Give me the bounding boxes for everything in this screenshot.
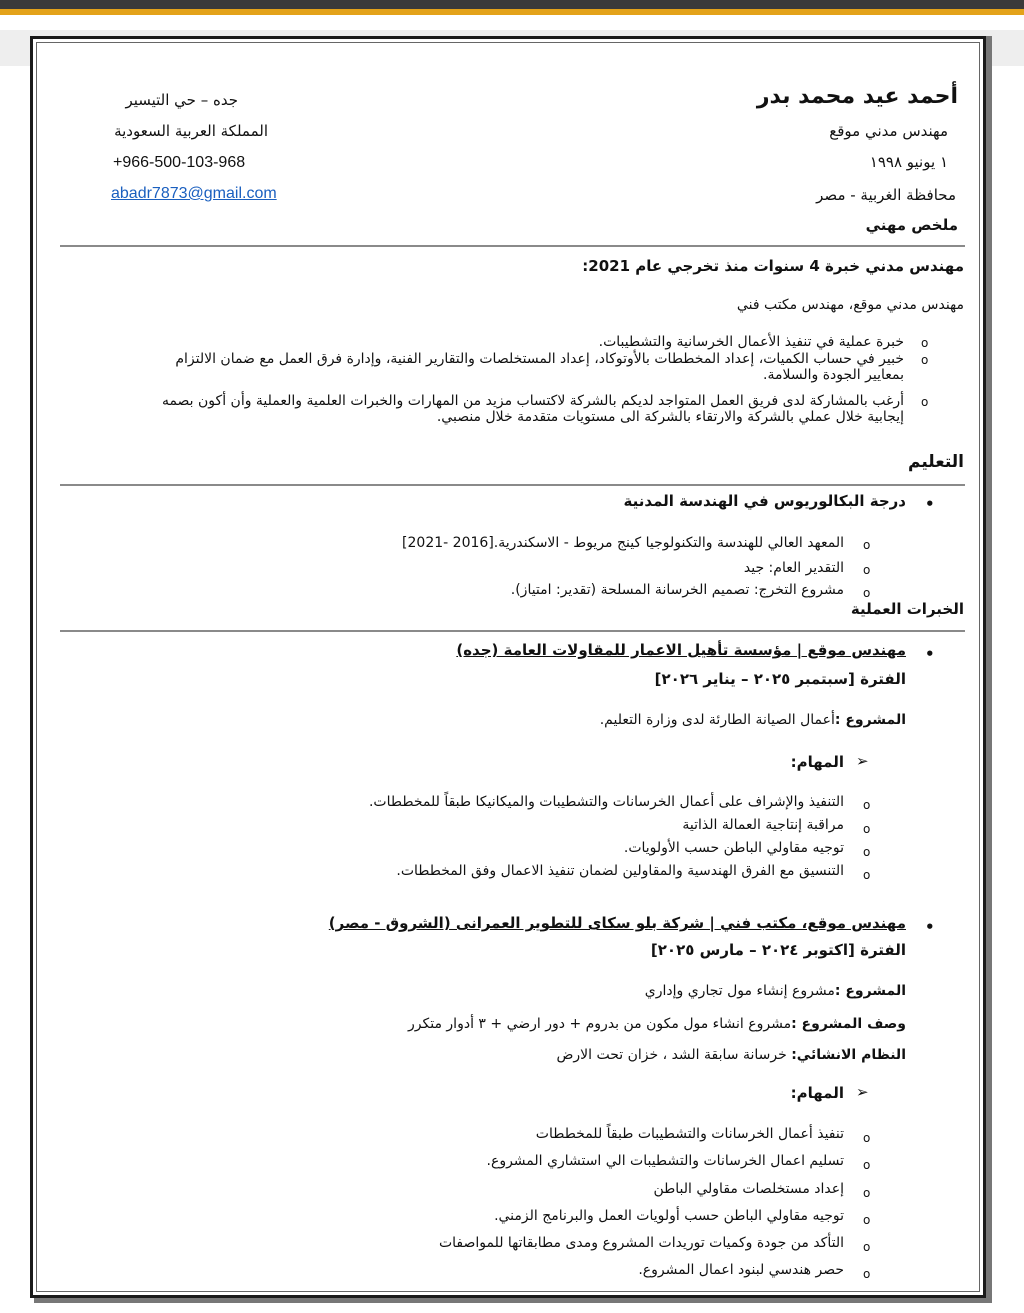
disc-bullet-icon: •: [925, 645, 935, 663]
summary-point: أرغب بالمشاركة لدى فريق العمل المتواجد لديكم بالشركة لاكتساب مزيد من المهارات والخبرات العلمية والعملية وأن أكون بصمه: [161, 393, 904, 409]
disc-bullet-icon: •: [925, 495, 935, 513]
summary-heading: ملخص مهني: [865, 216, 958, 234]
section-divider: [60, 630, 965, 632]
job-project: [645, 983, 906, 999]
circle-bullet-icon: o: [863, 868, 871, 882]
education-heading: التعليم: [908, 452, 964, 472]
birth-date: ١ يونيو ١٩٩٨: [869, 153, 948, 171]
page-inner-border: [36, 42, 980, 1292]
description-label: وصف المشروع :: [791, 1016, 906, 1032]
education-item: التقدير العام: جيد: [743, 560, 844, 576]
summary-point-cont: إيجابية خلال عملي بالشركة والارتقاء بالشركة الى مستويات متقدمة خلال منصبي.: [436, 409, 904, 425]
project-label: المشروع :: [834, 983, 906, 999]
task-item: إعداد مستخلصات مقاولي الباطن: [653, 1181, 844, 1197]
circle-bullet-icon: o: [863, 563, 871, 577]
top-dark-bar: [0, 0, 1024, 9]
task-item: التنسيق مع الفرق الهندسية والمقاولين لضمان تنفيذ الاعمال وفق المخططات.: [396, 863, 844, 879]
education-item: مشروع التخرج: تصميم الخرسانة المسلحة (تقدير: امتياز).: [510, 582, 844, 598]
task-item: مراقبة إنتاجية العمالة الذاتية: [682, 817, 844, 833]
task-item: تنفيذ أعمال الخرسانات والتشطيبات طبقاً للمخططات: [535, 1126, 844, 1142]
circle-bullet-icon: o: [863, 798, 871, 812]
degree-title: درجة البكالوريوس في الهندسة المدنية: [623, 492, 906, 510]
candidate-name: أحمد عيد محمد بدر: [756, 84, 958, 109]
job-period: الفترة [سبتمبر ٢٠٢٥ – يناير ٢٠٢٦]: [654, 670, 906, 688]
circle-bullet-icon: o: [921, 353, 929, 367]
circle-bullet-icon: o: [863, 1267, 871, 1281]
summary-point-cont: بمعايير الجودة والسلامة.: [763, 367, 904, 383]
project-value: أعمال الصيانة الطارئة لدى وزارة التعليم.: [599, 712, 835, 728]
summary-headline: مهندس مدني خبرة 4 سنوات منذ تخرجي عام 2021:: [582, 257, 964, 275]
project-label: المشروع :: [834, 712, 906, 728]
circle-bullet-icon: o: [863, 845, 871, 859]
arrow-bullet-icon: ➢: [856, 752, 869, 770]
circle-bullet-icon: o: [921, 395, 929, 409]
experience-heading: الخبرات العملية: [850, 600, 964, 618]
description-value: مشروع انشاء مول مكون من بدروم + دور ارضي + ٣ أدوار متكرر: [408, 1016, 792, 1032]
phone-number: +966-500-103-968: [113, 154, 246, 171]
resume-page: [30, 36, 986, 1298]
job-project: [600, 712, 906, 728]
task-item: حصر هندسي لبنود اعمال المشروع.: [638, 1262, 844, 1278]
system-label: النظام الانشائي:: [791, 1047, 906, 1063]
summary-roles: مهندس مدني موقع، مهندس مكتب فني: [736, 297, 964, 313]
task-item: تسليم اعمال الخرسانات والتشطيبات الي استشاري المشروع.: [486, 1153, 844, 1169]
summary-point: خبرة عملية في تنفيذ الأعمال الخرسانية والتشطيبات.: [598, 334, 904, 350]
circle-bullet-icon: o: [863, 586, 871, 600]
project-value: مشروع إنشاء مول تجاري وإداري: [644, 983, 835, 999]
top-accent-bar: [0, 9, 1024, 15]
arrow-bullet-icon: ➢: [856, 1083, 869, 1101]
circle-bullet-icon: o: [863, 1186, 871, 1200]
structural-system: [556, 1047, 906, 1063]
page-shadow-right: [986, 36, 992, 1302]
circle-bullet-icon: o: [863, 1240, 871, 1254]
candidate-title: مهندس مدني موقع: [829, 122, 948, 140]
summary-point: خبير في حساب الكميات، إعداد المخططات بالأوتوكاد، إعداد المستخلصات والتقارير الفنية، وإدارة فرق العمل مع ضمان الالتزام: [175, 351, 904, 367]
task-item: توجيه مقاولي الباطن حسب الأولويات.: [623, 840, 844, 856]
education-item: المعهد العالي للهندسة والتكنولوجيا كينج مريوط - الاسكندرية.[2016 -2021]: [402, 535, 844, 551]
circle-bullet-icon: o: [863, 822, 871, 836]
circle-bullet-icon: o: [863, 538, 871, 552]
tasks-label: المهام:: [790, 753, 844, 771]
system-value: خرسانة سابقة الشد ، خزان تحت الارض: [556, 1047, 792, 1063]
job-description: [408, 1016, 906, 1032]
job-title: مهندس موقع، مكتب فني | شركة بلو سكاى للتطوير العمرانى (الشروق - مصر): [328, 914, 906, 932]
address-city: جده – حي التيسير: [125, 91, 238, 109]
task-item: التنفيذ والإشراف على أعمال الخرسانات والتشطيبات والميكانيكا طبقاً للمخططات.: [368, 794, 844, 810]
section-divider: [60, 484, 965, 486]
circle-bullet-icon: o: [921, 336, 929, 350]
circle-bullet-icon: o: [863, 1213, 871, 1227]
section-divider: [60, 245, 965, 247]
disc-bullet-icon: •: [925, 918, 935, 936]
job-title: مهندس موقع | مؤسسة تأهيل الاعمار للمقاولات العامة (جده): [456, 641, 906, 659]
governorate: محافظة الغربية - مصر: [816, 186, 956, 204]
circle-bullet-icon: o: [863, 1158, 871, 1172]
tasks-label: المهام:: [790, 1084, 844, 1102]
email-link[interactable]: abadr7873@gmail.com: [111, 185, 277, 202]
task-item: التأكد من جودة وكميات توريدات المشروع ومدى مطابقاتها للمواصفات: [438, 1235, 844, 1251]
address-country: المملكة العربية السعودية: [114, 122, 268, 140]
page-shadow-bottom: [34, 1298, 992, 1303]
job-period: الفترة [اكتوبر ٢٠٢٤ – مارس ٢٠٢٥]: [650, 941, 906, 959]
circle-bullet-icon: o: [863, 1131, 871, 1145]
task-item: توجيه مقاولي الباطن حسب أولويات العمل والبرنامج الزمني.: [494, 1208, 844, 1224]
